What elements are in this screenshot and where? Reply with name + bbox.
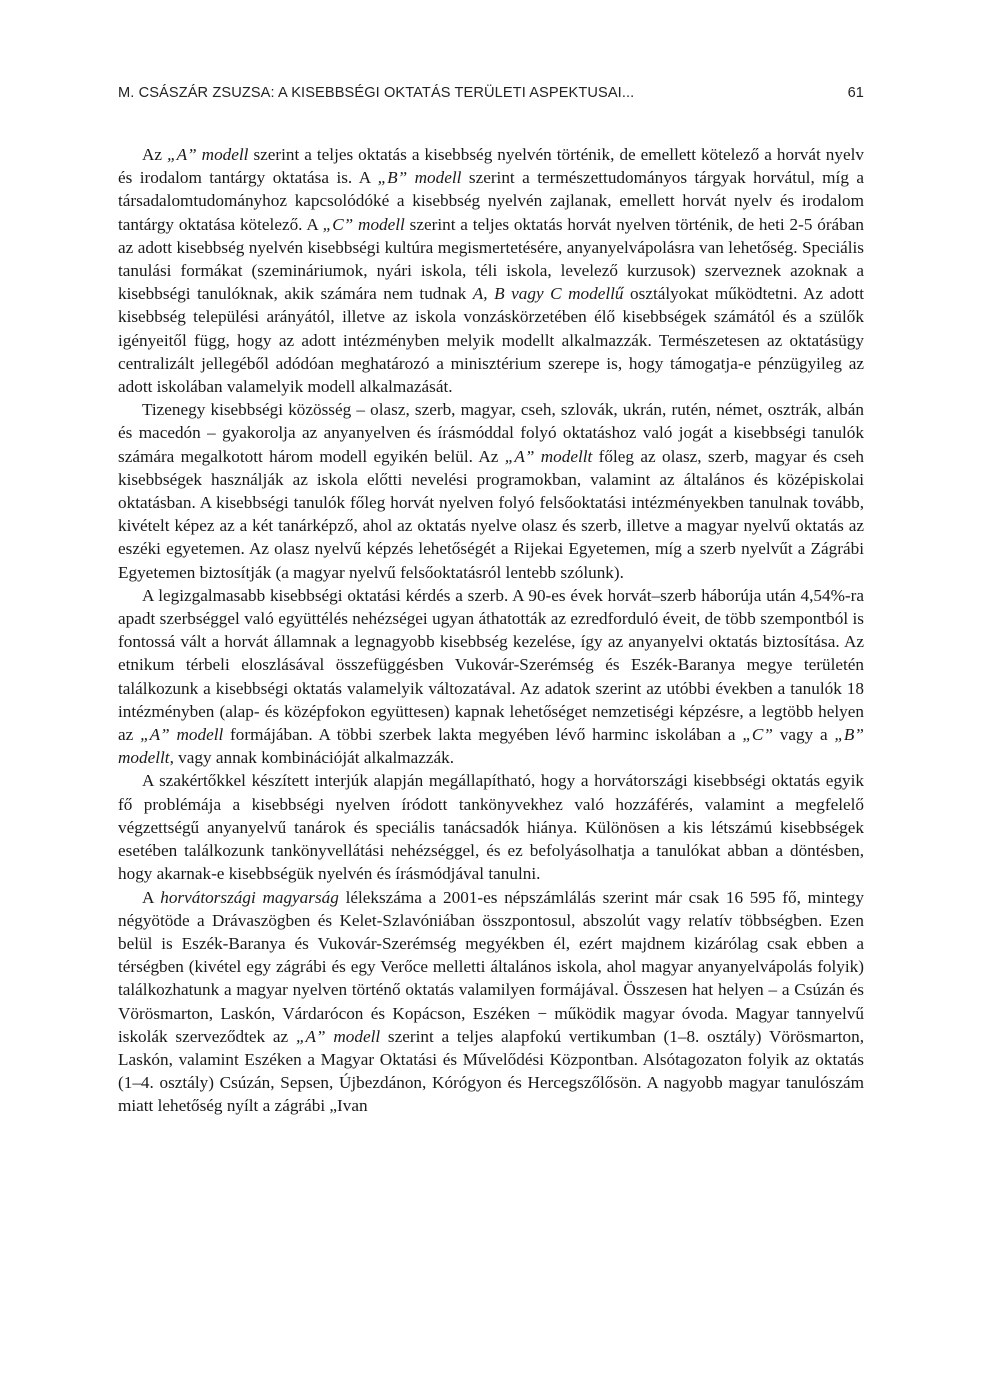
text-run: osztályokat működtetni. Az adott kisebbség települési arányától, illetve az iskola vonzáskörzetében élő kisebbségek számától és a szülők igényeitől függ, hogy az adott intézményben melyik modellt alkalmazzák. Természetesen az oktatásügy centralizált jellegéből adódóan meghatározó a minisztérium szerepe is, hogy támogatja-e pénzügyileg az adott iskolában valamelyik modell alkalmazását. [118, 284, 864, 397]
italic-run: „B” modell [377, 168, 462, 188]
paragraph-5 [118, 886, 864, 1118]
text-run: formájában. A többi szerbek lakta megyében lévő harminc iskolában a [223, 725, 743, 745]
text-run: Az [142, 145, 168, 164]
italic-run: „A” modellt [504, 446, 593, 466]
italic-run: „B” modellt [118, 725, 864, 768]
running-title: M. CSÁSZÁR ZSUZSA: A KISEBBSÉGI OKTATÁS TERÜLETI ASPEKTUSAI... [118, 85, 635, 101]
text-run: szerint a teljes oktatás a kisebbség nyelvén történik, de emellett kötelező a horvát nyelv és irodalom tantárgy oktatása is. A [118, 145, 864, 188]
text-run: szerint a teljes alapfokú vertikumban (1–8. osztály) Vörösmarton, Laskón, valamint Eszéken a Magyar Oktatási és Művelődési Központban. Alsótagozaton folyik az oktatás (1–4. osztály) Csúzán, Sepsen, Újbezdánon, Kórógyon és Hercegszőlősön. A nagyobb magyar tanulószám miatt lehetőség nyílt a zágrábi „Ivan [118, 1026, 864, 1116]
text-run: A szakértőkkel készített interjúk alapján megállapítható, hogy a horvátországi kisebbségi oktatás egyik fő problémája a kisebbségi nyelven íródott tankönyvekhez való hozzáférés, valamint a megfelelő végzettségű anyanyelvű tanárok és speciális tanácsadók hiánya. Különösen a kis létszámú kisebbségek esetében találkozunk tankönyvellátási nehézséggel, és ez befolyásolhatja a tanulókat abban a döntésben, hogy akarnak-e kisebbségük nyelvén és írásmódjával tanulni. [118, 771, 864, 884]
paragraph-4 [118, 769, 864, 885]
text-run: lélekszáma a 2001-es népszámlálás szerint már csak 16 595 fő, mintegy négyötöde a Drávaszögben és Kelet-Szlavóniában összpontosul, abszolút vagy relatív többségben. Ezen belül is Eszék-Baranya és Vukovár-Szerémség megyékben él, ezért majdnem kizárólag csak ebben a térségben (kivétel egy zágrábi és egy Verőce melletti általános iskola, ahol magyar anyanyelvápolás folyik) találkozhatunk a magyar nyelven történő oktatás valamilyen formájával. Összesen hat helyen – a Csúzán és Vörösmarton, Laskón, Várdarócon és Kopácson, Eszéken − működik magyar óvoda. Magyar tannyelvű iskolák szerveződtek az [118, 887, 864, 1046]
italic-run: „A” modell [167, 145, 249, 164]
italic-run: „A” modell [140, 725, 224, 745]
italic-run: „A” modell [295, 1026, 381, 1046]
text-run: , vagy annak kombinációját alkalmazzák. [169, 748, 454, 768]
body-text [118, 143, 864, 1118]
text-run: szerint a természettudományos tárgyak horvátul, míg a társadalomtudományhoz kapcsolódóké a kisebbség nyelvén zajlanak, emellett horvát nyelv és irodalom tantárgy oktatása kötelező. A [118, 168, 864, 234]
text-run: vagy a [772, 725, 835, 745]
text-run: A [142, 887, 161, 907]
italic-run: „C” modell [322, 214, 405, 234]
text-run: A legizgalmasabb kisebbségi oktatási kérdés a szerb. A 90-es évek horvát–szerb háborúja után 4,54%-ra apadt szerbséggel való együttélés nehézségei ugyan áthatották az ezredforduló éveit, de több szempontból is fontossá vált a horvát államnak a legnagyobb kisebbség kezelése, így az anyanyelvi oktatás biztosítása. Az etnikum térbeli eloszlásával összefüggésben Vukovár-Szerémség és Eszék-Baranya megye területén találkozunk a kisebbségi oktatás valamelyik változatával. Az adatok szerint az utóbbi években a tanulók 18 intézményben (alap- és középfokon együttesen) kapnak lehetőséget nemzetiségi képzésre, a legtöbb helyen az [118, 585, 864, 745]
italic-run: horvátországi magyarság [160, 887, 339, 907]
paragraph-2 [118, 398, 864, 584]
italic-run: A, B vagy C modellű [472, 284, 624, 304]
italic-run: „C” [742, 725, 773, 745]
running-header [118, 85, 864, 101]
text-run: főleg az olasz, szerb, magyar és cseh kisebbségek használják az iskola előtti nevelési programokban, valamint az általános és középiskolai oktatásban. A kisebbségi tanulók főleg horvát nyelven folyó felsőoktatási intézményekben tanulnak tovább, kivételt képez az a két tanárképző, ahol az oktatás nyelve olasz és szerb, illetve a magyar nyelvű oktatás az eszéki egyetemen. Az olasz nyelvű képzés lehetőségét a Rijekai Egyetemen, míg a szerb nyelvűt a Zágrábi Egyetemen biztosítják (a magyar nyelvű felsőoktatásról lentebb szólunk). [118, 446, 865, 582]
paragraph-3 [118, 584, 864, 770]
paragraph-1 [118, 143, 864, 398]
text-run: Tizenegy kisebbségi közösség – olasz, szerb, magyar, cseh, szlovák, ukrán, rutén, német, osztrák, albán és macedón – gyakorolja az anyanyelven és írásmóddal folyó oktatáshoz való jogát a kisebbségi tanulók számára megalkotott három modell egyikén belül. Az [118, 400, 864, 466]
page-number: 61 [847, 85, 864, 101]
text-run: szerint a teljes oktatás horvát nyelven történik, de heti 2-5 órában az adott kisebbség nyelvén kisebbségi kultúra megismertetésére, anyanyelvápolásra van lehetőség. Speciális tanulási formákat (szemináriumok, nyári iskola, téli iskola, levelező kurzusok) szerveznek azoknak a kisebbségi tanulóknak, akik számára nem tudnak [118, 214, 865, 304]
